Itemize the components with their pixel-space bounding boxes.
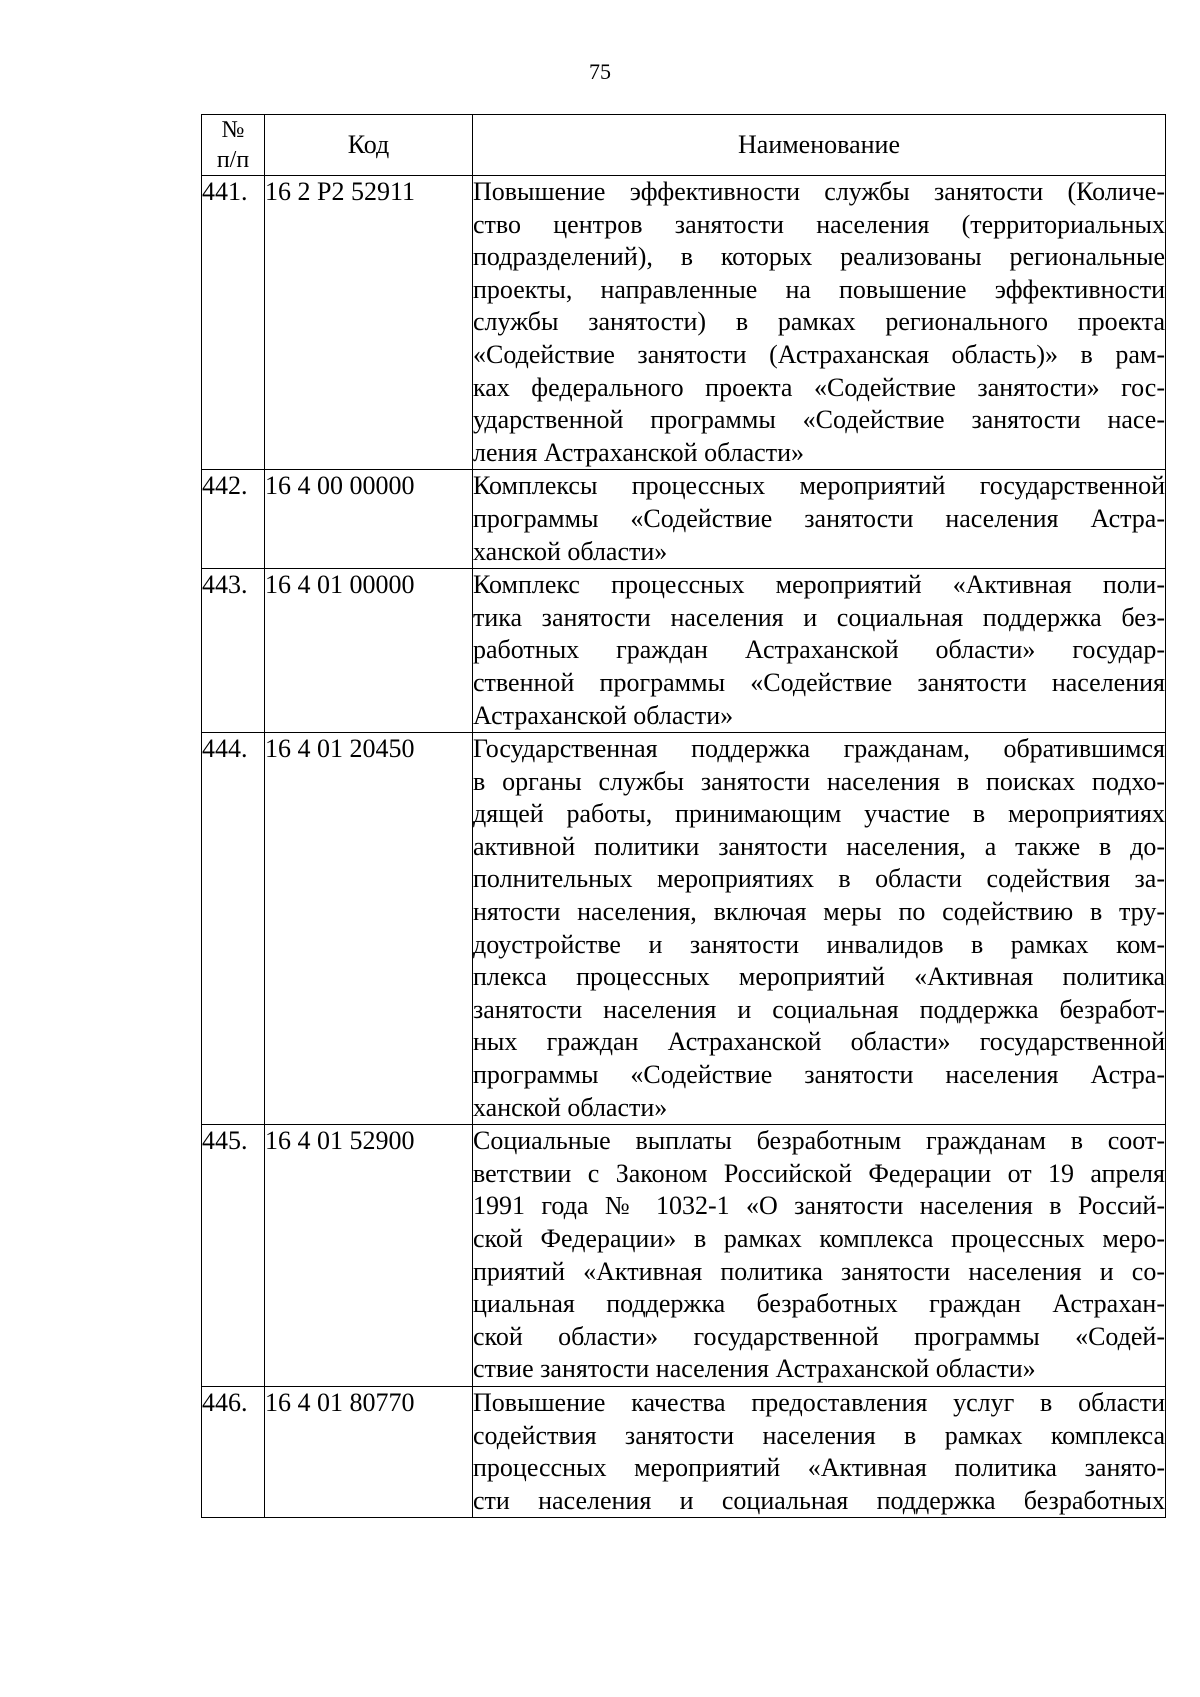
- row-code: 16 4 01 00000: [265, 569, 473, 733]
- row-name-line: ственной программы «Содействие занятости населения: [473, 667, 1165, 697]
- row-name: [473, 569, 1166, 733]
- row-name-line: занятости населения и социальная поддержка безработ-: [473, 994, 1165, 1024]
- row-name-line: службы занятости) в рамках регионального проекта: [473, 307, 1165, 337]
- row-name-line: тика занятости населения и социальная поддержка без-: [473, 602, 1165, 632]
- row-name-line: в органы службы занятости населения в поисках подхо-: [473, 766, 1165, 796]
- row-name-line: ханской области»: [473, 1092, 668, 1122]
- row-name-line: ство центров занятости населения (территориальных: [473, 209, 1165, 239]
- row-code: 16 4 01 20450: [265, 733, 473, 1125]
- row-name-line: доустройстве и занятости инвалидов в рамках ком-: [473, 929, 1165, 959]
- row-name-line: Астраханской области»: [473, 700, 734, 730]
- row-code: 16 4 01 80770: [265, 1386, 473, 1517]
- row-name-line: 1991 года № 1032-1 «О занятости населения в Россий-: [473, 1191, 1165, 1221]
- row-name-line: дящей работы, принимающим участие в мероприятиях: [473, 799, 1165, 829]
- row-number: 442.: [202, 470, 265, 569]
- row-number: 445.: [202, 1125, 265, 1387]
- header-code: Код: [265, 115, 473, 176]
- row-name-line: «Содействие занятости (Астраханская область)» в рам-: [473, 339, 1165, 369]
- row-name: [473, 1125, 1166, 1387]
- row-name: [473, 470, 1166, 569]
- row-name-line: приятий «Активная политика занятости населения и со-: [473, 1256, 1165, 1286]
- row-name-line: Комплексы процессных мероприятий государственной: [473, 471, 1165, 501]
- row-name: [473, 176, 1166, 470]
- row-name-line: программы «Содействие занятости населения Астра-: [473, 503, 1165, 533]
- row-code: 16 2 Р2 52911: [265, 176, 473, 470]
- row-name-line: Повышение качества предоставления услуг в области: [473, 1387, 1165, 1417]
- row-name-line: ках федерального проекта «Содействие занятости» гос-: [473, 372, 1165, 402]
- header-number-label: п/п: [216, 147, 250, 173]
- table-row: [202, 733, 1166, 1125]
- row-name-line: нятости населения, включая меры по содействию в тру-: [473, 897, 1165, 927]
- row-name-line: ударственной программы «Содействие занятости насе-: [473, 405, 1165, 435]
- row-number: 444.: [202, 733, 265, 1125]
- classifier-table: [201, 114, 1166, 1518]
- row-name-line: ветствии с Законом Российской Федерации от 19 апреля: [473, 1158, 1165, 1188]
- row-name-line: ской Федерации» в рамках комплекса процессных меро-: [473, 1224, 1165, 1253]
- table-row: [202, 176, 1166, 470]
- header-number-symbol: №: [221, 117, 245, 143]
- row-name-line: Государственная поддержка гражданам, обратившимся: [473, 734, 1165, 764]
- row-name-line: ханской области»: [473, 536, 668, 566]
- row-name-line: ных граждан Астраханской области» государственной: [473, 1027, 1165, 1057]
- row-name-line: ствие занятости населения Астраханской области»: [473, 1354, 1036, 1384]
- row-name-line: проекты, направленные на повышение эффективности: [473, 274, 1165, 304]
- header-name: Наименование: [473, 115, 1166, 176]
- row-name-line: сти населения и социальная поддержка безработных: [473, 1485, 1165, 1515]
- row-name-line: Комплекс процессных мероприятий «Активная поли-: [473, 570, 1165, 600]
- row-name-line: содействия занятости населения в рамках комплекса: [473, 1420, 1165, 1450]
- table-row: [202, 470, 1166, 569]
- table-row: [202, 1125, 1166, 1387]
- header-number: [202, 115, 265, 176]
- row-name-line: активной политики занятости населения, а также в до-: [473, 831, 1165, 861]
- row-name: [473, 733, 1166, 1125]
- row-code: 16 4 01 52900: [265, 1125, 473, 1387]
- row-name-line: процессных мероприятий «Активная политика занято-: [473, 1453, 1165, 1483]
- row-name-line: Повышение эффективности службы занятости (Количе-: [473, 177, 1165, 206]
- row-name-line: плекса процессных мероприятий «Активная политика: [473, 962, 1165, 992]
- row-name-line: Социальные выплаты безработным гражданам в соот-: [473, 1126, 1165, 1156]
- row-name-line: ления Астраханской области»: [473, 437, 804, 467]
- row-name-line: ской области» государственной программы «Содей-: [473, 1321, 1165, 1351]
- row-number: 441.: [202, 176, 265, 470]
- table-body: [202, 176, 1166, 1518]
- row-number: 446.: [202, 1386, 265, 1517]
- row-name-line: программы «Содействие занятости населения Астра-: [473, 1060, 1165, 1090]
- table-header-row: [202, 115, 1166, 176]
- page-number: 75: [589, 59, 611, 84]
- row-name-line: работных граждан Астраханской области» государ-: [473, 635, 1165, 665]
- row-name: [473, 1386, 1166, 1517]
- row-name-line: подразделений), в которых реализованы региональные: [473, 242, 1165, 272]
- table-row: [202, 569, 1166, 733]
- table-row: [202, 1386, 1166, 1517]
- row-number: 443.: [202, 569, 265, 733]
- row-name-line: циальная поддержка безработных граждан Астрахан-: [473, 1289, 1165, 1319]
- row-name-line: полнительных мероприятиях в области содействия за-: [473, 864, 1165, 894]
- row-code: 16 4 00 00000: [265, 470, 473, 569]
